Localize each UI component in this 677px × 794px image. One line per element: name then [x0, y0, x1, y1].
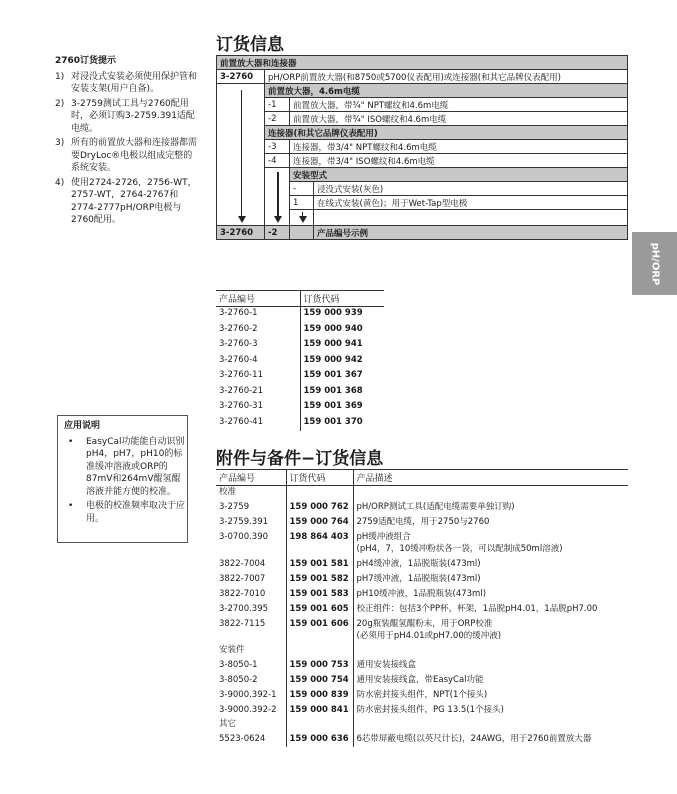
product-number: 3-2760-41	[219, 416, 263, 427]
table-row	[216, 732, 628, 747]
order-code-table	[216, 55, 628, 240]
option-code: -3	[265, 140, 290, 154]
base-code: 3-2760	[217, 70, 265, 84]
option-desc: 前置放大器，带¾" NPT螺纹和4.6m电缆	[290, 98, 628, 112]
tip-number: 3)	[55, 138, 65, 148]
option-code: -1	[265, 98, 290, 112]
tip-number: 4)	[55, 177, 65, 188]
tip-item	[55, 177, 197, 227]
order-code: 159 001 606	[286, 617, 353, 644]
product-number: 3822-7007	[219, 574, 266, 584]
arrow-down-icon	[217, 84, 265, 226]
tip-item	[55, 71, 197, 96]
table-row	[216, 703, 628, 718]
tip-text: 对浸没式安装必须使用保护管和安装支架(用户自备)。	[71, 71, 198, 94]
option-desc: 连接器，带3/4" NPT螺纹和4.6m电缆	[290, 140, 628, 154]
tip-item	[55, 98, 197, 136]
table-row	[216, 602, 628, 617]
product-description: 防水密封接头组件，PG 13.5(1个接头)	[353, 703, 628, 718]
product-number: 3-8050-2	[219, 675, 258, 685]
table-row	[216, 416, 384, 432]
application-notes-box	[57, 415, 188, 543]
table-row	[216, 338, 384, 354]
product-number: 3-8050-1	[219, 660, 258, 670]
category-label: 校准	[219, 487, 237, 497]
order-code: 159 000 636	[286, 732, 353, 747]
base-desc: pH/ORP前置放大器(和8750或5700仪表配用)或连接器(和其它品牌仪表配用)	[265, 70, 628, 84]
product-number: 3822-7004	[219, 559, 266, 569]
product-number: 3-0700.390	[219, 532, 269, 542]
order-code: 159 000 841	[286, 703, 353, 718]
app-note-item	[64, 436, 185, 499]
option-code: -2	[265, 112, 290, 126]
table-row	[216, 557, 628, 572]
order-code: 159 000 940	[300, 323, 384, 339]
category-label: 其它	[219, 719, 237, 729]
app-note-item	[64, 500, 185, 525]
product-description: pH4缓冲液，1品脱瓶装(473ml)	[353, 557, 628, 572]
product-number: 3-2760-3	[219, 339, 258, 349]
table-row	[216, 323, 384, 339]
page-title: 订货信息	[216, 35, 284, 55]
table-row	[216, 515, 628, 530]
tip-text: 3-2759测试工具与2760配用时，必须订购3-2759.391适配电缆。	[71, 98, 195, 134]
order-code: 159 000 753	[286, 658, 353, 673]
order-code: 159 001 368	[300, 385, 384, 401]
col-header: 产品编号	[216, 470, 286, 486]
example-label: 产品编号示例	[314, 226, 628, 240]
option-desc: 前置放大器，带¾" ISO螺纹和4.6m电缆	[290, 112, 628, 126]
app-note-text: 电极的校准频率取决于应用。	[86, 501, 186, 524]
product-code-table	[216, 290, 384, 431]
accessories-title: 附件与备件−订货信息	[216, 449, 384, 469]
app-notes-title: 应用说明	[64, 421, 101, 431]
order-code: 198 864 403	[286, 530, 353, 557]
product-number: 3-2760-1	[219, 308, 258, 318]
option-code: -4	[265, 154, 290, 168]
order-code: 159 000 941	[300, 338, 384, 354]
app-note-text: EasyCal功能能自动识别pH4，pH7，pH10的标准缓冲溶液或ORP的87mV和264mV醌氢醌溶液并能方便的校准。	[86, 436, 185, 497]
group-preamp: 前置放大器，4.6m电缆	[265, 84, 628, 98]
accessories-table	[216, 469, 628, 747]
option-code: -	[290, 182, 314, 196]
tips-title: 2760订货提示	[55, 56, 117, 66]
table-row	[216, 572, 628, 587]
product-number: 3822-7115	[219, 619, 266, 629]
order-code: 159 001 370	[300, 416, 384, 432]
tip-text: 使用2724-2726，2756-WT，2757-WT，2764-2767和2774-2777pH/ORP电极与2760配用。	[71, 177, 197, 225]
category-row	[216, 644, 628, 658]
section-tab-label: pH/ORP	[649, 242, 660, 285]
option-desc: 浸没式安装(灰色)	[314, 182, 628, 196]
product-description: pH缓冲液组合 (pH4，7，10缓冲粉状各一袋，可以配制成50ml溶液)	[353, 530, 628, 557]
group-mounting: 安装型式	[290, 168, 628, 182]
product-description: pH/ORP测试工具(适配电缆需要单独订购)	[353, 500, 628, 515]
order-code: 159 001 581	[286, 557, 353, 572]
category-row	[216, 486, 628, 501]
example-option: -2	[265, 226, 290, 240]
option-code: 1	[290, 196, 314, 210]
table-row	[216, 400, 384, 416]
product-description: 校正组件：包括3个PP杯，杯架，1品脱pH4.01，1品脱pH7.00	[353, 602, 628, 617]
col-header: 产品描述	[353, 470, 628, 486]
product-number: 3-2760-11	[219, 370, 263, 380]
product-description: 2759适配电缆，用于2750与2760	[353, 515, 628, 530]
group-connector: 连接器(和其它品牌仪表配用)	[265, 126, 628, 140]
option-desc: 在线式安装(黄色)；用于Wet-Tap型电极	[314, 196, 628, 210]
order-code: 159 000 754	[286, 673, 353, 688]
product-number: 3-2760-4	[219, 354, 258, 365]
table-row	[216, 307, 384, 323]
product-number: 5523-0624	[219, 734, 266, 744]
product-number: 3-2760-31	[219, 401, 263, 411]
product-number: 3822-7010	[219, 589, 266, 599]
table-row	[216, 587, 628, 602]
tip-number: 2)	[55, 98, 65, 109]
product-description: 通用安装接线盒	[353, 658, 628, 673]
product-description: pH10缓冲液，1品脱瓶装(473ml)	[353, 587, 628, 602]
table-row	[216, 530, 628, 557]
order-code: 159 000 762	[286, 500, 353, 515]
order-code: 159 001 582	[286, 572, 353, 587]
order-code: 159 000 942	[300, 354, 384, 370]
product-number: 3-9000.392-1	[219, 690, 277, 700]
bullet-icon: •	[68, 501, 74, 511]
order-code: 159 001 583	[286, 587, 353, 602]
order-code: 159 001 367	[300, 369, 384, 385]
category-row	[216, 718, 628, 732]
order-code: 159 000 939	[300, 307, 384, 323]
option-desc: 连接器，带3/4" ISO螺纹和4.6m电缆	[290, 154, 628, 168]
tip-number: 1)	[55, 71, 65, 82]
tip-item	[55, 137, 197, 175]
order-code: 159 000 764	[286, 515, 353, 530]
arrow-down-icon	[290, 210, 314, 226]
order-code: 159 001 369	[300, 400, 384, 416]
product-description: 防水密封接头组件，NPT(1个接头)	[353, 688, 628, 703]
product-description: pH7缓冲液，1品脱瓶装(473ml)	[353, 572, 628, 587]
table-row	[216, 385, 384, 401]
tip-text: 所有的前置放大器和连接器都需要DryLoc®电极以组成完整的系统安装。	[71, 138, 198, 173]
product-description: 6芯带屏蔽电缆(以英尺计长)，24AWG，用于2760前置放大器	[353, 732, 628, 747]
product-number: 3-2760-21	[219, 385, 263, 396]
product-number: 3-2759.391	[219, 517, 269, 527]
example-code: 3-2760	[217, 226, 265, 240]
product-number: 3-2760-2	[219, 323, 258, 334]
ordering-tips	[55, 55, 197, 229]
table-row	[216, 354, 384, 370]
table-row	[216, 688, 628, 703]
order-header: 前置放大器和连接器	[217, 56, 628, 70]
product-description: 20g瓶装醌氢醌粉末，用于ORP校准 (必须用于pH4.01或pH7.00的缓冲液)	[353, 617, 628, 644]
order-code: 159 001 605	[286, 602, 353, 617]
product-description: 通用安装接线盒，带EasyCal功能	[353, 673, 628, 688]
table-row	[216, 673, 628, 688]
table-row	[216, 658, 628, 673]
order-code: 159 000 839	[286, 688, 353, 703]
arrow-down-icon	[265, 168, 290, 226]
col-header: 订货代码	[300, 291, 384, 307]
product-number: 3-9000.392-2	[219, 705, 277, 715]
col-header: 产品编号	[216, 291, 300, 307]
product-number: 3-2700.395	[219, 604, 269, 614]
section-tab-ph-orp	[632, 232, 677, 295]
category-label: 安装件	[219, 645, 245, 655]
table-row	[216, 500, 628, 515]
product-number: 3-2759	[219, 502, 250, 512]
bullet-icon: •	[68, 436, 74, 447]
table-row	[216, 369, 384, 385]
table-row	[216, 617, 628, 644]
col-header: 订货代码	[286, 470, 353, 486]
